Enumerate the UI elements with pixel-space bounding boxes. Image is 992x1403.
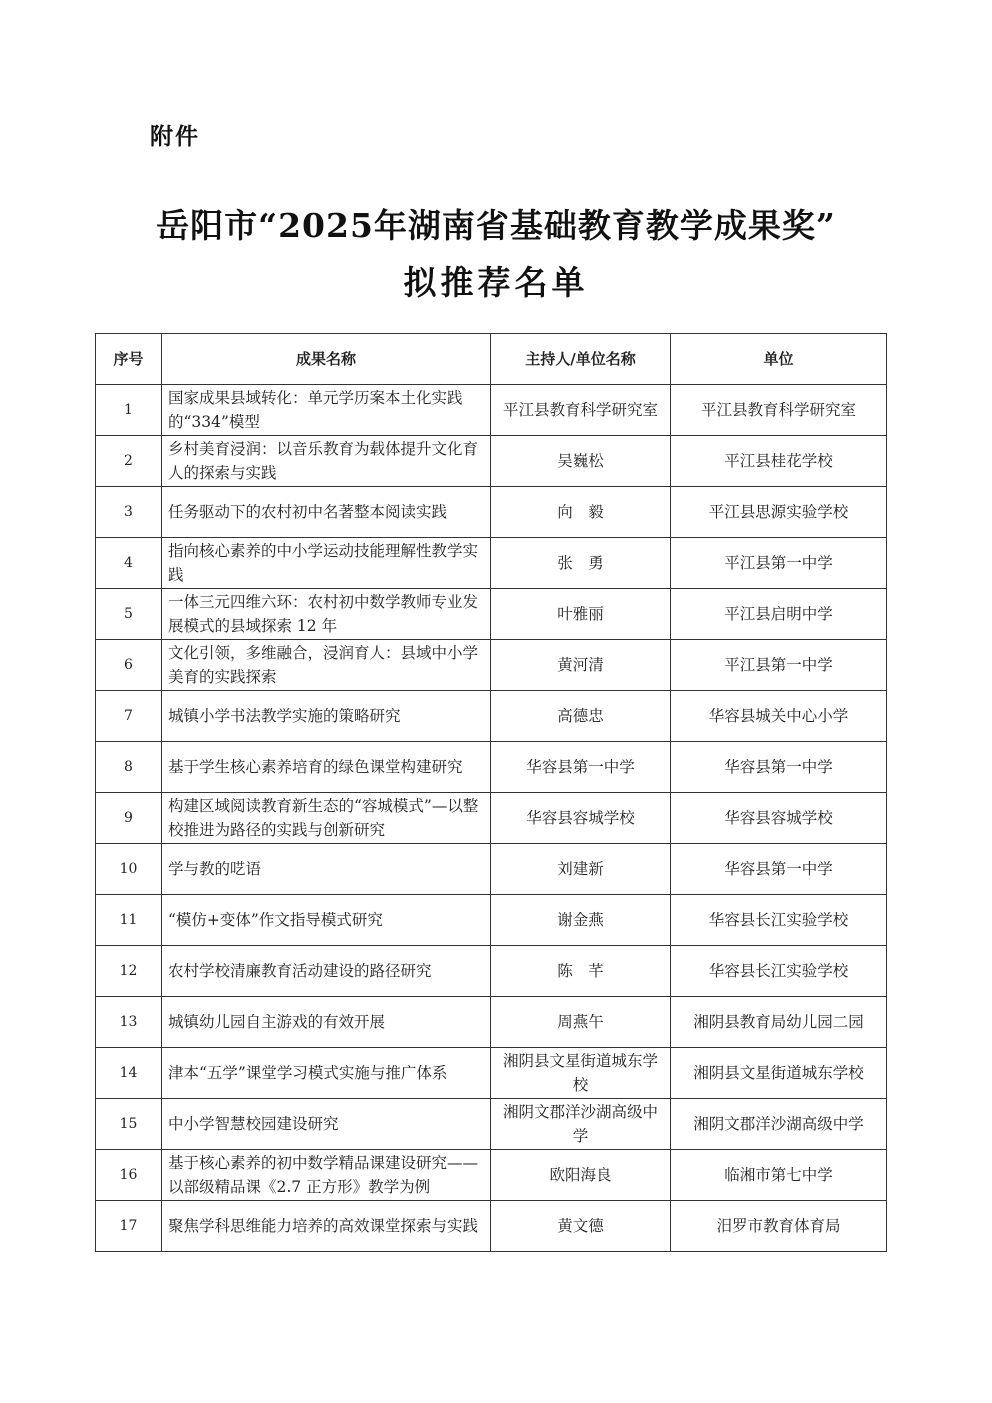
attachment-label: 附件 — [150, 124, 200, 150]
row-unit: 华容县第一中学 — [671, 844, 887, 895]
row-host: 欧阳海良 — [491, 1150, 671, 1201]
table-row — [96, 436, 887, 487]
row-serial: 12 — [96, 946, 162, 997]
table-row — [96, 895, 887, 946]
row-serial: 17 — [96, 1201, 162, 1252]
row-unit: 湘阴县文星街道城东学校 — [671, 1048, 887, 1099]
row-serial: 9 — [96, 793, 162, 844]
table-row — [96, 742, 887, 793]
row-host: 叶雅丽 — [491, 589, 671, 640]
row-unit: 平江县启明中学 — [671, 589, 887, 640]
row-achievement-name: 中小学智慧校园建设研究 — [162, 1099, 491, 1150]
row-host: 华容县第一中学 — [491, 742, 671, 793]
header-unit: 单位 — [671, 334, 887, 385]
table-row — [96, 538, 887, 589]
row-unit: 临湘市第七中学 — [671, 1150, 887, 1201]
table-row — [96, 946, 887, 997]
row-host: 谢金燕 — [491, 895, 671, 946]
row-achievement-name: 乡村美育浸润：以音乐教育为载体提升文化育人的探索与实践 — [162, 436, 491, 487]
table-row — [96, 793, 887, 844]
row-achievement-name: 基于核心素养的初中数学精品课建设研究——以部级精品课《2.7 正方形》教学为例 — [162, 1150, 491, 1201]
row-host: 华容县容城学校 — [491, 793, 671, 844]
row-unit: 平江县思源实验学校 — [671, 487, 887, 538]
row-serial: 6 — [96, 640, 162, 691]
row-achievement-name: 一体三元四维六环：农村初中数学教师专业发展模式的县域探索 12 年 — [162, 589, 491, 640]
row-achievement-name: 津本“五学”课堂学习模式实施与推广体系 — [162, 1048, 491, 1099]
row-achievement-name: 学与教的呓语 — [162, 844, 491, 895]
table-header-row — [96, 334, 887, 385]
row-host: 陈 芊 — [491, 946, 671, 997]
row-unit: 湘阴文郡洋沙湖高级中学 — [671, 1099, 887, 1150]
row-achievement-name: 构建区域阅读教育新生态的“容城模式”—以整校推进为路径的实践与创新研究 — [162, 793, 491, 844]
row-unit: 华容县城关中心小学 — [671, 691, 887, 742]
table-row — [96, 1201, 887, 1252]
row-unit: 华容县长江实验学校 — [671, 895, 887, 946]
table-row — [96, 1099, 887, 1150]
row-achievement-name: 城镇幼儿园自主游戏的有效开展 — [162, 997, 491, 1048]
row-serial: 14 — [96, 1048, 162, 1099]
table-row — [96, 487, 887, 538]
row-achievement-name: 农村学校清廉教育活动建设的路径研究 — [162, 946, 491, 997]
document-subtitle: 拟推荐名单 — [403, 263, 589, 302]
row-host: 平江县教育科学研究室 — [491, 385, 671, 436]
row-host: 湘阴文郡洋沙湖高级中学 — [491, 1099, 671, 1150]
row-serial: 15 — [96, 1099, 162, 1150]
table-row — [96, 691, 887, 742]
row-unit: 湘阴县教育局幼儿园二园 — [671, 997, 887, 1048]
table-row — [96, 385, 887, 436]
row-host: 张 勇 — [491, 538, 671, 589]
row-host: 周燕午 — [491, 997, 671, 1048]
row-host: 黄文德 — [491, 1201, 671, 1252]
row-serial: 10 — [96, 844, 162, 895]
row-unit: 华容县长江实验学校 — [671, 946, 887, 997]
row-host: 向 毅 — [491, 487, 671, 538]
row-serial: 13 — [96, 997, 162, 1048]
row-unit: 平江县桂花学校 — [671, 436, 887, 487]
table-row — [96, 997, 887, 1048]
row-serial: 5 — [96, 589, 162, 640]
table-row — [96, 1150, 887, 1201]
recommendation-table — [95, 333, 887, 1252]
table-row — [96, 844, 887, 895]
table-row — [96, 589, 887, 640]
table-row — [96, 640, 887, 691]
header-host: 主持人/单位名称 — [491, 334, 671, 385]
document-title: 岳阳市“2025年湖南省基础教育教学成果奖” — [156, 206, 836, 245]
row-unit: 汨罗市教育体育局 — [671, 1201, 887, 1252]
row-serial: 3 — [96, 487, 162, 538]
row-achievement-name: 国家成果县域转化：单元学历案本土化实践的“334”模型 — [162, 385, 491, 436]
row-unit: 华容县容城学校 — [671, 793, 887, 844]
row-serial: 7 — [96, 691, 162, 742]
row-achievement-name: 城镇小学书法教学实施的策略研究 — [162, 691, 491, 742]
row-serial: 1 — [96, 385, 162, 436]
row-unit: 华容县第一中学 — [671, 742, 887, 793]
row-serial: 11 — [96, 895, 162, 946]
row-achievement-name: 聚焦学科思维能力培养的高效课堂探索与实践 — [162, 1201, 491, 1252]
row-unit: 平江县教育科学研究室 — [671, 385, 887, 436]
row-host: 吴巍松 — [491, 436, 671, 487]
row-achievement-name: 任务驱动下的农村初中名著整本阅读实践 — [162, 487, 491, 538]
row-serial: 4 — [96, 538, 162, 589]
row-achievement-name: “模仿+变体”作文指导模式研究 — [162, 895, 491, 946]
row-serial: 8 — [96, 742, 162, 793]
row-host: 湘阴县文星街道城东学校 — [491, 1048, 671, 1099]
row-achievement-name: 指向核心素养的中小学运动技能理解性教学实践 — [162, 538, 491, 589]
row-achievement-name: 基于学生核心素养培育的绿色课堂构建研究 — [162, 742, 491, 793]
row-host: 刘建新 — [491, 844, 671, 895]
row-host: 高德忠 — [491, 691, 671, 742]
row-serial: 2 — [96, 436, 162, 487]
table-row — [96, 1048, 887, 1099]
row-host: 黄河清 — [491, 640, 671, 691]
row-serial: 16 — [96, 1150, 162, 1201]
row-unit: 平江县第一中学 — [671, 538, 887, 589]
row-achievement-name: 文化引领，多维融合，浸润育人：县域中小学美育的实践探索 — [162, 640, 491, 691]
row-unit: 平江县第一中学 — [671, 640, 887, 691]
header-achievement-name: 成果名称 — [162, 334, 491, 385]
header-serial: 序号 — [96, 334, 162, 385]
